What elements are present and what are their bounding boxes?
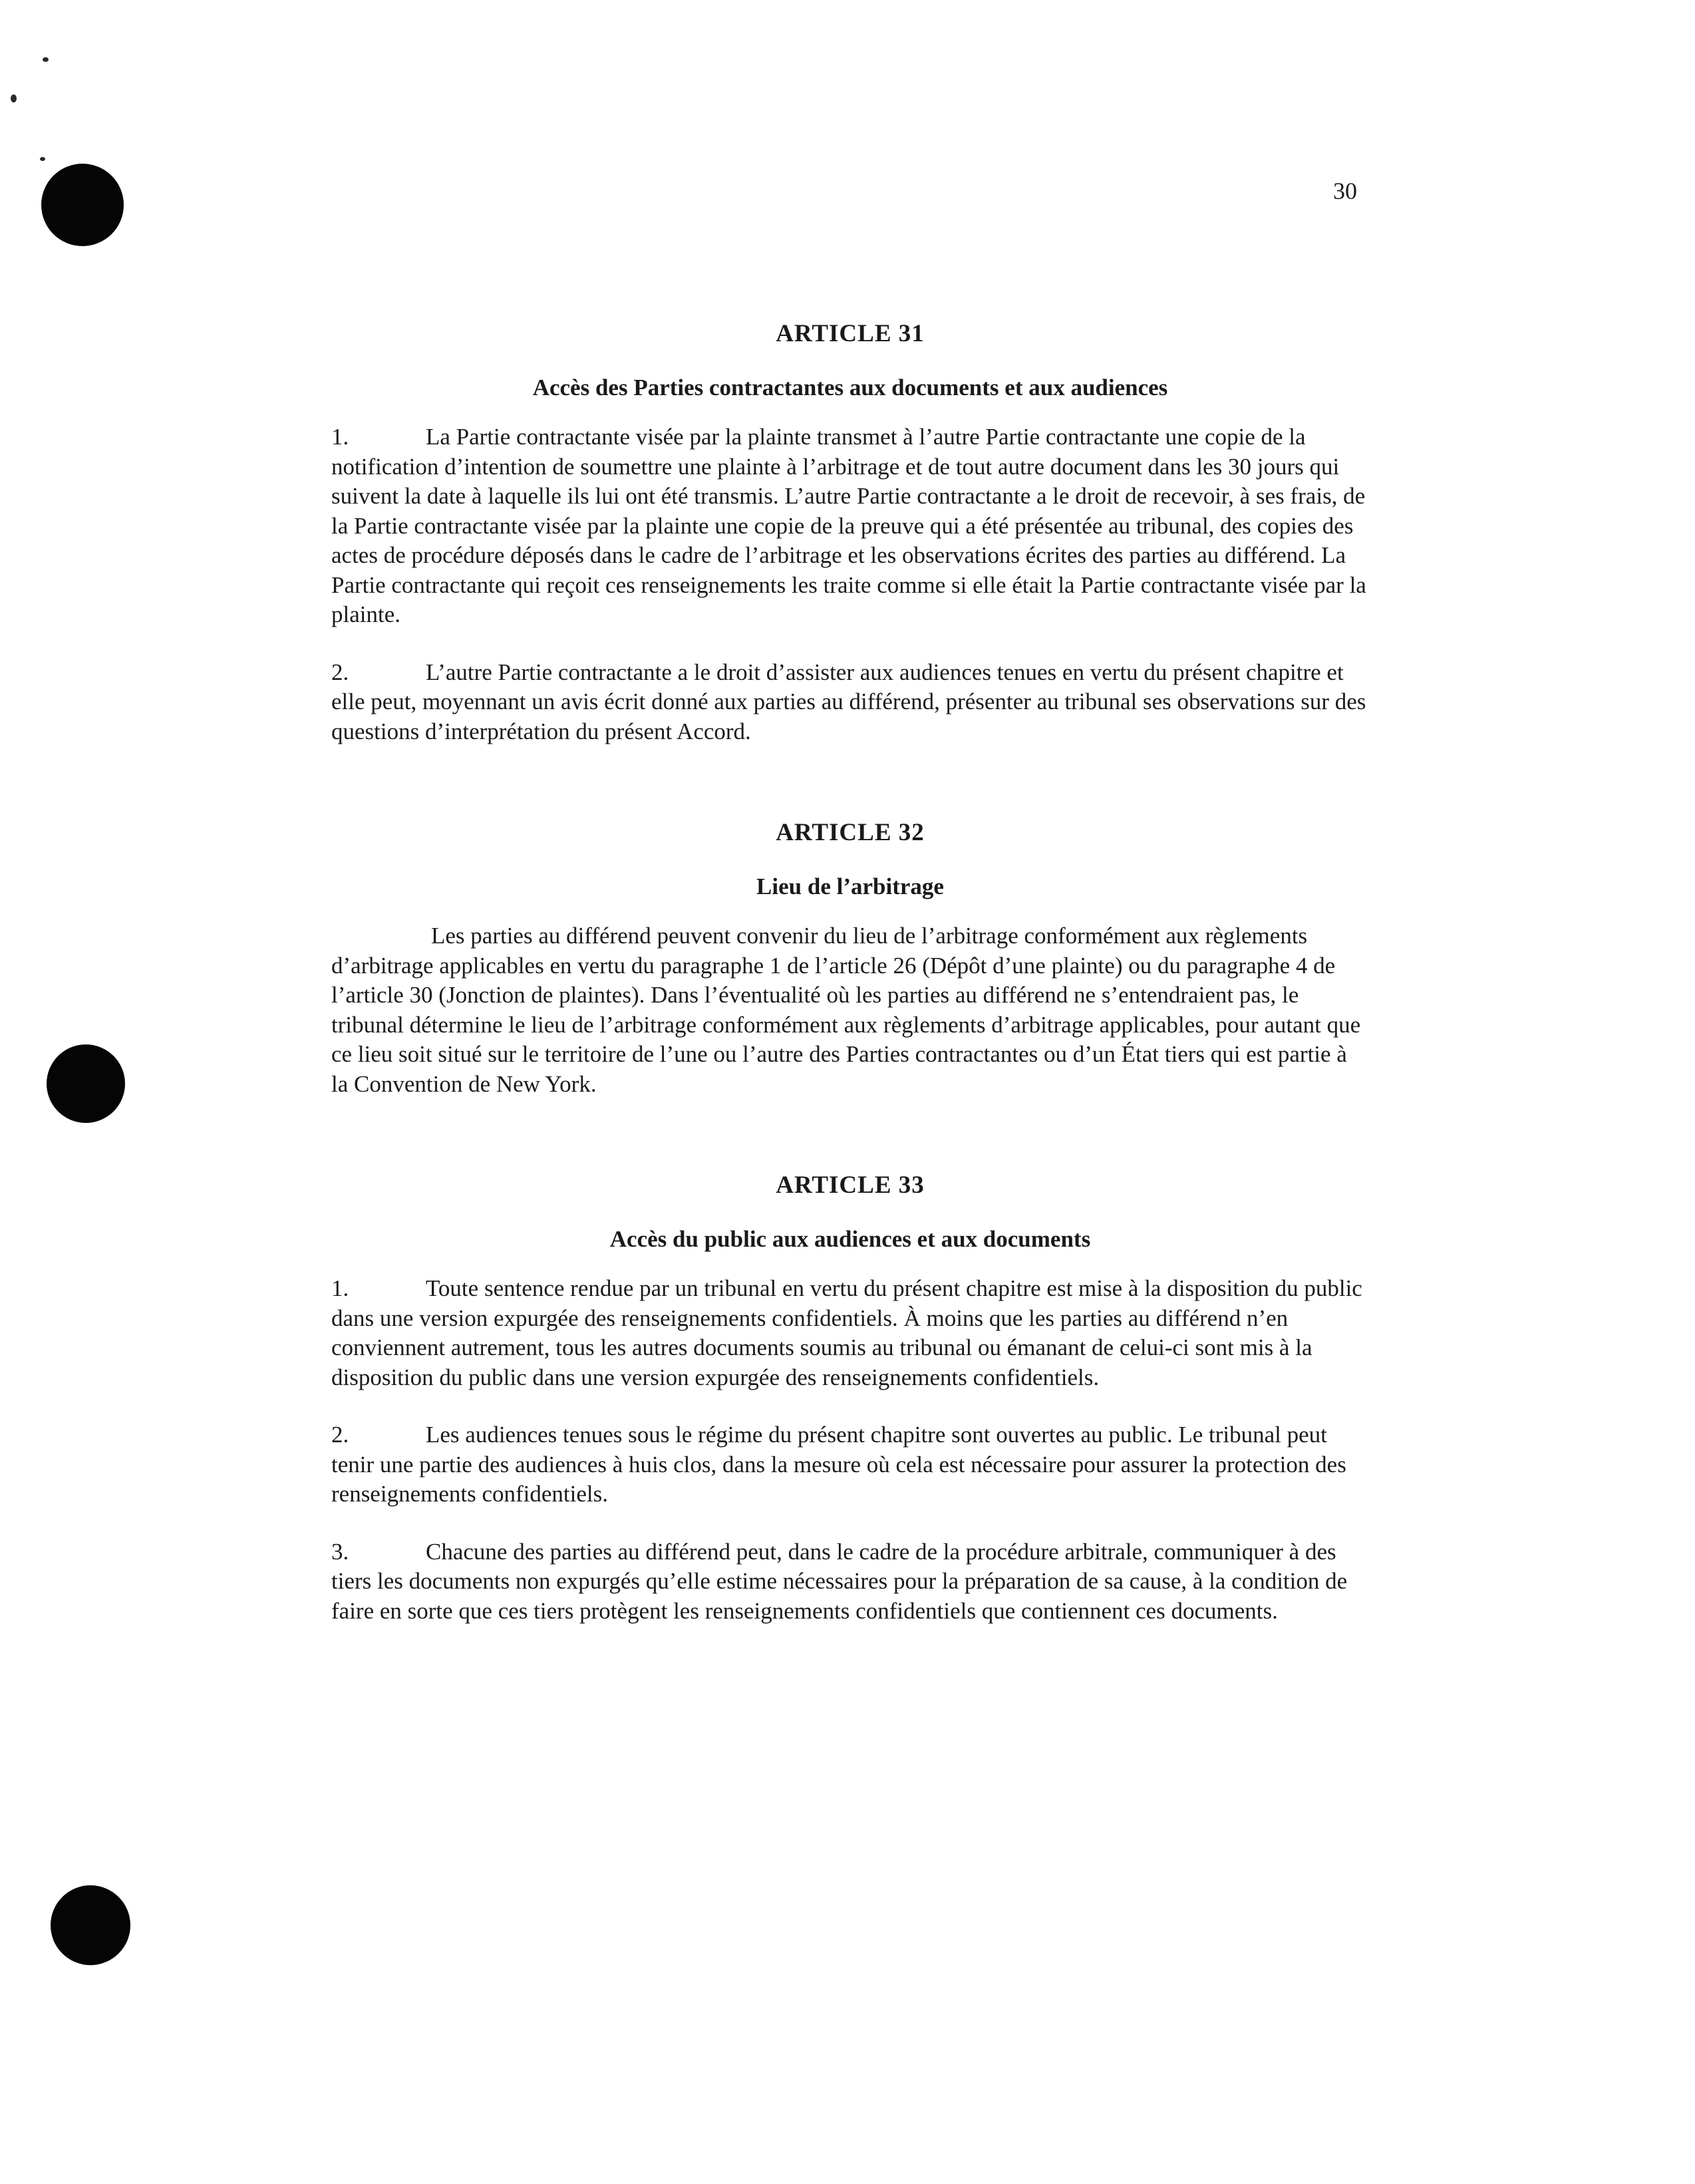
article-32: [331, 818, 1369, 1099]
scan-speck: [40, 157, 45, 161]
article-title: Accès des Parties contractantes aux documents et aux audiences: [532, 375, 1168, 400]
punch-hole: [51, 1885, 130, 1965]
scan-speck: [11, 94, 17, 102]
paragraph-text: Chacune des parties au différend peut, dans le cadre de la procédure arbitrale, communiquer à des tiers les documents non expurgés qu’elle estime nécessaires pour la préparation de sa cause, à la condition de faire en sorte que ces tiers protègent les renseignements confidentiels que contiennent ces documents.: [331, 1538, 1348, 1624]
scan-speck: [43, 57, 49, 62]
paragraph-text: Les audiences tenues sous le régime du présent chapitre sont ouvertes au public. Le tribunal peut tenir une partie des audiences à huis clos, dans la mesure où cela est nécessaire pour assurer la protection des renseignements confidentiels.: [331, 1422, 1346, 1507]
article-heading: ARTICLE 32: [776, 819, 925, 846]
paragraph-number: 3.: [331, 1538, 349, 1565]
paragraph: [331, 921, 1369, 1099]
numbered-paragraph: [331, 1537, 1369, 1627]
article-heading: ARTICLE 33: [776, 1171, 925, 1199]
article-31: [331, 319, 1369, 746]
numbered-paragraph: [331, 1420, 1369, 1509]
article-title: Accès du public aux audiences et aux documents: [609, 1226, 1091, 1252]
article-33: [331, 1171, 1369, 1626]
document-body: [331, 319, 1369, 1690]
paragraph-number: 2.: [331, 659, 349, 685]
article-heading: ARTICLE 31: [776, 320, 925, 347]
paragraph-text: La Partie contractante visée par la plainte transmet à l’autre Partie contractante une copie de la notification d’intention de soumettre une plainte à l’arbitrage et de tout autre document dans les 30 jours qui suivent la date à laquelle ils lui ont été transmis. L’autre Partie contractante a le droit de recevoir, à ses frais, de la Partie contractante visée par la plainte une copie de la preuve qui a été présentée au tribunal, des copies des actes de procédure déposés dans le cadre de l’arbitrage et les observations écrites des parties au différend. La Partie contractante qui reçoit ces renseignements les traite comme si elle était la Partie contractante visée par la plainte.: [331, 424, 1366, 627]
paragraph-text: L’autre Partie contractante a le droit d’assister aux audiences tenues en vertu du présent chapitre et elle peut, moyennant un avis écrit donné aux parties au différend, présenter au tribunal ses observations sur des questions d’interprétation du présent Accord.: [331, 659, 1366, 744]
paragraph-text: Toute sentence rendue par un tribunal en vertu du présent chapitre est mise à la disposition du public dans une version expurgée des renseignements confidentiels. À moins que les parties au différend n’en conviennent autrement, tous les autres documents soumis au tribunal ou émanant de celui-ci sont mis à la disposition du public dans une version expurgée des renseignements confidentiels.: [331, 1275, 1362, 1390]
article-title: Lieu de l’arbitrage: [756, 873, 944, 899]
punch-hole: [47, 1044, 125, 1123]
numbered-paragraph: [331, 422, 1369, 630]
paragraph-number: 1.: [331, 424, 349, 450]
punch-hole: [41, 164, 124, 246]
paragraph-number: 1.: [331, 1275, 349, 1301]
paragraph-number: 2.: [331, 1422, 349, 1448]
paragraph-text: Les parties au différend peuvent convenir du lieu de l’arbitrage conformément aux règlements d’arbitrage applicables en vertu du paragraphe 1 de l’article 26 (Dépôt d’une plainte) ou du paragraphe 4 de l’article 30 (Jonction de plaintes). Dans l’éventualité où les parties au différend ne s’entendraient pas, le tribunal détermine le lieu de l’arbitrage conformément aux règlements d’arbitrage applicables, pour autant que ce lieu soit situé sur le territoire de l’une ou l’autre des Parties contractantes ou d’un État tiers qui est partie à la Convention de New York.: [331, 923, 1361, 1097]
numbered-paragraph: [331, 1274, 1369, 1392]
page-number: 30: [1333, 178, 1357, 204]
numbered-paragraph: [331, 658, 1369, 747]
